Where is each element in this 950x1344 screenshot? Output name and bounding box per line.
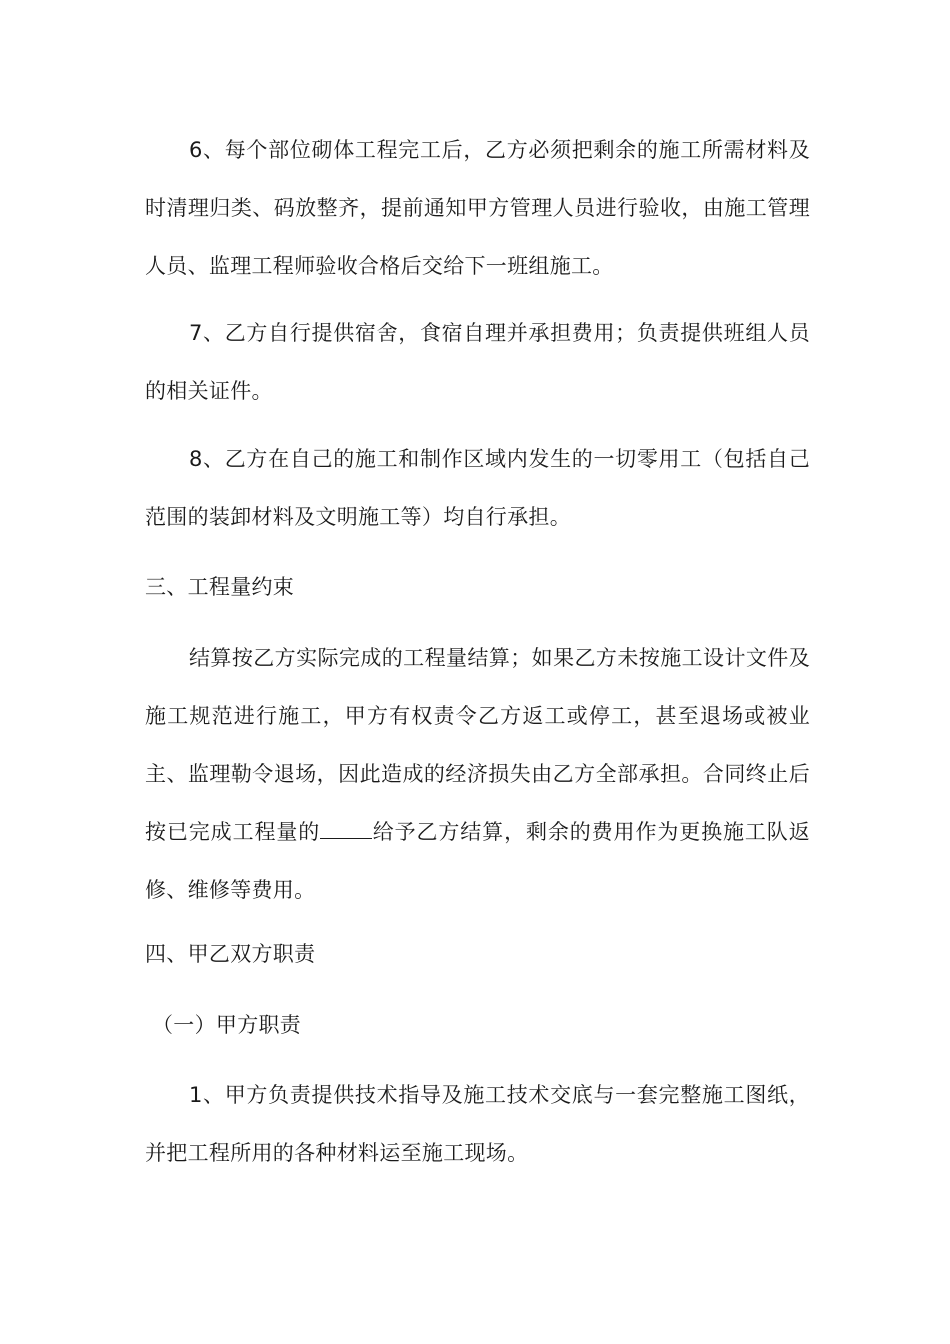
section-4-subheading-party-a: （一）甲方职责 xyxy=(152,1013,302,1037)
fill-in-blank xyxy=(320,820,372,839)
section-3-heading: 三、工程量约束 xyxy=(145,575,295,599)
paragraph-party-a-item-1: 1、甲方负责提供技术指导及施工技术交底与一套完整施工图纸，并把工程所用的各种材料运至施工现场。 xyxy=(145,1083,810,1165)
section-3-body-text-1: 结算按乙方实际完成的工程量结算；如果乙方未按施工设计文件及施工规范进行施工，甲方有权责令乙方返工或停工，甚至退场或被业主、监理勒令退场，因此造成的经济损失由乙方全部承担。合同终止后按已完成工程量的 xyxy=(145,646,810,844)
paragraph-item-6: 6、每个部位砌体工程完工后，乙方必须把剩余的施工所需材料及时清理归类、码放整齐，提前通知甲方管理人员进行验收，由施工管理人员、监理工程师验收合格后交给下一班组施工。 xyxy=(145,138,810,278)
paragraph-item-8: 8、乙方在自己的施工和制作区域内发生的一切零用工（包括自己范围的装卸材料及文明施工等）均自行承担。 xyxy=(145,447,810,529)
section-4-heading: 四、甲乙双方职责 xyxy=(145,942,316,966)
section-3-body xyxy=(145,629,810,919)
paragraph-item-7: 7、乙方自行提供宿舍，食宿自理并承担费用；负责提供班组人员的相关证件。 xyxy=(145,321,810,403)
section-3-body-text-2: 给予乙方结算，剩余的费用作为更换施工队返修、维修等费用。 xyxy=(145,820,810,902)
